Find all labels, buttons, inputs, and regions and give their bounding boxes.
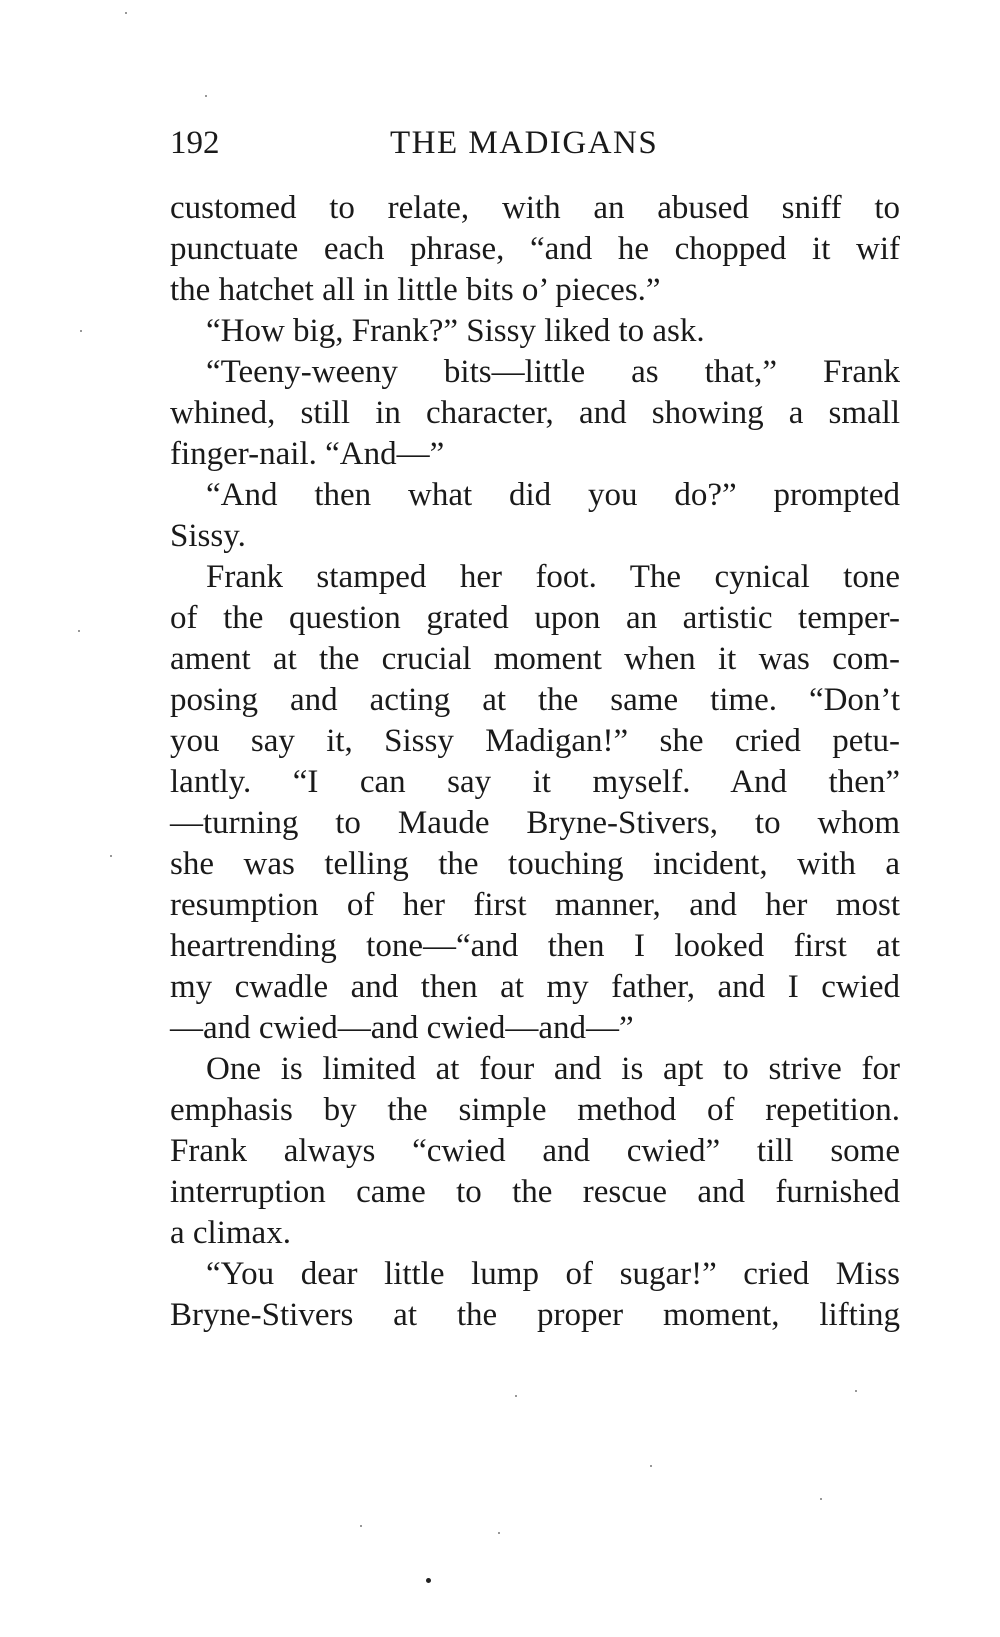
text-line: One is limited at four and is apt to strive for bbox=[206, 1051, 900, 1087]
text-line: lantly. “I can say it myself. And then” bbox=[170, 764, 900, 800]
text-line: emphasis by the simple method of repetition. bbox=[170, 1092, 900, 1128]
text-line: resumption of her first manner, and her most bbox=[170, 887, 900, 923]
paper-speck bbox=[125, 12, 127, 14]
text-line: “You dear little lump of sugar!” cried Miss bbox=[206, 1256, 900, 1292]
text-line: the hatchet all in little bits o’ pieces.” bbox=[170, 272, 661, 308]
paper-speck bbox=[855, 1390, 857, 1392]
text-line: punctuate each phrase, “and he chopped it wif bbox=[170, 231, 900, 267]
text-line: —and cwied—and cwied—and—” bbox=[170, 1010, 634, 1046]
text-line: interruption came to the rescue and furnished bbox=[170, 1174, 900, 1210]
paper-speck bbox=[650, 1465, 652, 1467]
text-line: Sissy. bbox=[170, 518, 246, 554]
paper-speck bbox=[360, 1525, 362, 1527]
text-line: Frank stamped her foot. The cynical tone bbox=[206, 559, 900, 595]
text-line: “How big, Frank?” Sissy liked to ask. bbox=[206, 313, 705, 349]
paper-speck bbox=[205, 95, 207, 97]
text-line: heartrending tone—“and then I looked first at bbox=[170, 928, 900, 964]
page-header bbox=[170, 118, 720, 168]
text-line: you say it, Sissy Madigan!” she cried petu- bbox=[170, 723, 900, 759]
text-line: she was telling the touching incident, with a bbox=[170, 846, 900, 882]
text-line: finger-nail. “And—” bbox=[170, 436, 445, 472]
text-line: Bryne-Stivers at the proper moment, lifting bbox=[170, 1297, 900, 1333]
text-line: my cwadle and then at my father, and I cwied bbox=[170, 969, 900, 1005]
paper-speck bbox=[426, 1578, 431, 1583]
text-line: posing and acting at the same time. “Don’t bbox=[170, 682, 900, 718]
text-line: Frank always “cwied and cwied” till some bbox=[170, 1133, 900, 1169]
text-line: —turning to Maude Bryne-Stivers, to whom bbox=[170, 805, 900, 841]
body-text bbox=[170, 188, 900, 1336]
text-line: ament at the crucial moment when it was com- bbox=[170, 641, 900, 677]
paper-speck bbox=[110, 855, 112, 857]
text-line: “And then what did you do?” prompted bbox=[206, 477, 900, 513]
paper-speck bbox=[78, 630, 80, 632]
page-number: 192 bbox=[170, 125, 220, 161]
paper-speck bbox=[515, 1395, 517, 1397]
running-title: THE MADIGANS bbox=[390, 125, 659, 161]
text-line: whined, still in character, and showing a small bbox=[170, 395, 900, 431]
text-line: a climax. bbox=[170, 1215, 291, 1251]
paper-speck bbox=[80, 330, 82, 332]
paper-speck bbox=[498, 1532, 500, 1534]
text-line: “Teeny-weeny bits—little as that,” Frank bbox=[206, 354, 900, 390]
text-line: of the question grated upon an artistic temper- bbox=[170, 600, 900, 636]
paper-speck bbox=[820, 1498, 822, 1500]
text-line: customed to relate, with an abused sniff to bbox=[170, 190, 900, 226]
